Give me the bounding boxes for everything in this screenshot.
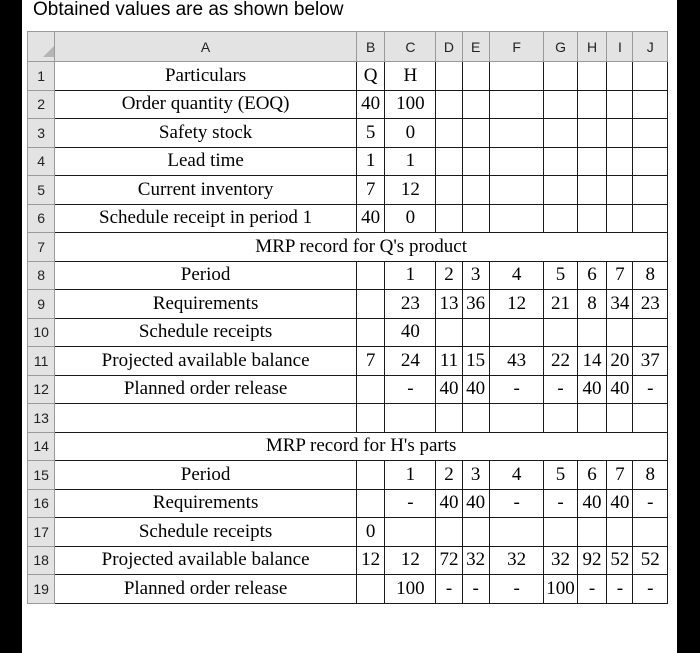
cell-f[interactable]: 4 [489,461,544,490]
cell-g[interactable]: - [544,375,577,404]
cell-d[interactable]: 13 [436,290,462,319]
cell-h[interactable]: 92 [577,546,607,575]
cell-a[interactable]: Order quantity (EOQ) [55,90,357,119]
select-all-corner[interactable] [28,32,55,62]
cell-h[interactable] [577,176,607,205]
cell-j[interactable] [633,62,668,91]
cell-g[interactable]: 100 [544,575,577,604]
cell-c[interactable]: 0 [385,119,436,148]
cell-d[interactable] [436,119,462,148]
cell-f[interactable] [489,176,544,205]
cell-j[interactable] [633,147,668,176]
row-header[interactable]: 11 [28,347,55,376]
cell-e[interactable] [462,147,489,176]
cell-g[interactable] [544,62,577,91]
cell-g[interactable] [544,119,577,148]
cell-c[interactable]: 1 [385,261,436,290]
cell-j[interactable]: 37 [633,347,668,376]
cell-a[interactable]: Projected available balance [55,347,357,376]
cell-d[interactable] [436,518,462,547]
cell-j[interactable]: - [633,375,668,404]
cell-e[interactable]: 15 [462,347,489,376]
cell-a[interactable]: Schedule receipt in period 1 [55,204,357,233]
cell-c[interactable]: H [385,62,436,91]
cell-d[interactable]: 11 [436,347,462,376]
cell-a[interactable]: Period [55,461,357,490]
cell-d[interactable]: 40 [436,375,462,404]
cell-f[interactable] [489,119,544,148]
cell-j[interactable] [633,404,668,433]
column-header-g[interactable]: G [544,32,577,62]
row-header[interactable]: 12 [28,375,55,404]
table-row [28,404,668,433]
section-title-cell[interactable]: MRP record for Q's product [55,233,668,262]
cell-g[interactable]: - [544,489,577,518]
cell-c[interactable]: - [385,375,436,404]
table-row [28,204,668,233]
row-header[interactable]: 19 [28,575,55,604]
cell-i[interactable]: 40 [607,489,633,518]
cell-i[interactable]: 20 [607,347,633,376]
cell-d[interactable]: - [436,575,462,604]
cell-a[interactable]: Period [55,261,357,290]
cell-i[interactable] [607,119,633,148]
cell-f[interactable]: - [489,575,544,604]
column-header-j[interactable]: J [633,32,668,62]
cell-c[interactable]: 0 [385,204,436,233]
cell-h[interactable]: 14 [577,347,607,376]
cell-e[interactable]: 40 [462,489,489,518]
cell-i[interactable]: - [607,575,633,604]
column-header-e[interactable]: E [462,32,489,62]
section-title-cell[interactable]: MRP record for H's parts [55,432,668,461]
cell-f[interactable] [489,518,544,547]
cell-e[interactable]: 3 [462,461,489,490]
column-header-c[interactable]: C [385,32,436,62]
cell-c[interactable] [385,518,436,547]
cell-j[interactable]: 8 [633,261,668,290]
cell-h[interactable] [577,204,607,233]
table-row [28,347,668,376]
cell-e[interactable] [462,518,489,547]
cell-i[interactable] [607,147,633,176]
cell-e[interactable] [462,404,489,433]
cell-h[interactable]: 40 [577,489,607,518]
cell-h[interactable]: - [577,575,607,604]
table-row [28,147,668,176]
table-row [28,461,668,490]
cell-i[interactable] [607,518,633,547]
cell-i[interactable]: 7 [607,261,633,290]
cell-d[interactable] [436,404,462,433]
cell-b[interactable]: 0 [356,518,384,547]
cell-f[interactable]: - [489,375,544,404]
column-header-d[interactable]: D [436,32,462,62]
row-header[interactable]: 18 [28,546,55,575]
cell-e[interactable]: 32 [462,546,489,575]
cell-g[interactable] [544,404,577,433]
cell-c[interactable]: - [385,489,436,518]
cell-c[interactable]: 1 [385,461,436,490]
cell-d[interactable]: 72 [436,546,462,575]
table-row [28,62,668,91]
row-header[interactable]: 3 [28,119,55,148]
cell-h[interactable] [577,147,607,176]
cell-c[interactable] [385,404,436,433]
cell-a[interactable] [55,404,357,433]
cell-j[interactable] [633,204,668,233]
cell-g[interactable] [544,518,577,547]
cell-a[interactable]: Safety stock [55,119,357,148]
cell-e[interactable]: 40 [462,375,489,404]
cell-a[interactable]: Projected available balance [55,546,357,575]
row-header[interactable]: 8 [28,261,55,290]
row-header[interactable]: 5 [28,176,55,205]
row-header[interactable]: 15 [28,461,55,490]
cell-d[interactable] [436,176,462,205]
cell-f[interactable] [489,204,544,233]
cell-h[interactable] [577,119,607,148]
cell-b[interactable]: 40 [356,90,384,119]
cell-f[interactable] [489,90,544,119]
cell-c[interactable]: 100 [385,575,436,604]
cell-c[interactable]: 1 [385,147,436,176]
cell-g[interactable] [544,204,577,233]
table-row [28,489,668,518]
cell-j[interactable]: 23 [633,290,668,319]
cell-c[interactable]: 12 [385,176,436,205]
cell-i[interactable] [607,318,633,347]
column-header-f[interactable]: F [489,32,544,62]
cell-d[interactable]: 2 [436,461,462,490]
cell-j[interactable] [633,518,668,547]
table-row [28,518,668,547]
table-row [28,233,668,262]
cell-a[interactable]: Requirements [55,290,357,319]
cell-h[interactable]: 40 [577,375,607,404]
table-row [28,575,668,604]
cell-b[interactable] [356,489,384,518]
cell-j[interactable]: - [633,575,668,604]
cell-i[interactable] [607,204,633,233]
cell-f[interactable]: 12 [489,290,544,319]
column-header-a[interactable]: A [55,32,357,62]
table-row [28,261,668,290]
cell-h[interactable]: 8 [577,290,607,319]
cell-h[interactable]: 6 [577,461,607,490]
column-header-i[interactable]: I [607,32,633,62]
cell-b[interactable]: 12 [356,546,384,575]
cell-a[interactable]: Particulars [55,62,357,91]
cell-a[interactable]: Schedule receipts [55,318,357,347]
cell-i[interactable]: 34 [607,290,633,319]
row-header[interactable]: 17 [28,518,55,547]
cell-g[interactable] [544,90,577,119]
cell-d[interactable] [436,204,462,233]
cell-h[interactable] [577,62,607,91]
table-row [28,290,668,319]
cell-b[interactable] [356,404,384,433]
table-row [28,432,668,461]
table-row [28,119,668,148]
cell-e[interactable] [462,119,489,148]
cell-b[interactable]: 7 [356,176,384,205]
row-header[interactable]: 1 [28,62,55,91]
cell-d[interactable] [436,318,462,347]
cell-f[interactable] [489,62,544,91]
cell-g[interactable]: 5 [544,461,577,490]
cell-g[interactable] [544,318,577,347]
cell-c[interactable]: 12 [385,546,436,575]
cell-j[interactable]: 52 [633,546,668,575]
cell-j[interactable] [633,90,668,119]
cell-i[interactable] [607,404,633,433]
cell-f[interactable]: - [489,489,544,518]
cell-a[interactable]: Current inventory [55,176,357,205]
cell-i[interactable] [607,62,633,91]
select-all-icon [43,46,54,57]
table-row [28,375,668,404]
cell-f[interactable]: 43 [489,347,544,376]
cell-f[interactable] [489,318,544,347]
row-header[interactable]: 7 [28,233,55,262]
cell-j[interactable]: 8 [633,461,668,490]
cell-h[interactable] [577,518,607,547]
cell-g[interactable] [544,176,577,205]
cell-c[interactable]: 100 [385,90,436,119]
cell-g[interactable] [544,147,577,176]
cell-b[interactable]: 1 [356,147,384,176]
table-row [28,546,668,575]
cell-c[interactable]: 23 [385,290,436,319]
cell-b[interactable] [356,575,384,604]
cell-e[interactable] [462,204,489,233]
cell-h[interactable] [577,318,607,347]
cell-f[interactable]: 32 [489,546,544,575]
cell-a[interactable]: Requirements [55,489,357,518]
cell-e[interactable] [462,90,489,119]
row-header[interactable]: 10 [28,318,55,347]
column-header-row [28,32,668,62]
cell-c[interactable]: 24 [385,347,436,376]
cell-i[interactable]: 40 [607,375,633,404]
cell-b[interactable] [356,318,384,347]
cell-d[interactable]: 40 [436,489,462,518]
cell-h[interactable]: 6 [577,261,607,290]
row-header[interactable]: 4 [28,147,55,176]
cell-e[interactable]: 36 [462,290,489,319]
cell-j[interactable] [633,176,668,205]
cell-e[interactable] [462,318,489,347]
cell-b[interactable] [356,261,384,290]
cell-i[interactable] [607,90,633,119]
cell-a[interactable]: Lead time [55,147,357,176]
table-row [28,176,668,205]
cell-b[interactable]: 5 [356,119,384,148]
cell-d[interactable] [436,62,462,91]
cell-e[interactable]: 3 [462,261,489,290]
document-page [22,0,677,653]
cell-g[interactable]: 22 [544,347,577,376]
cell-g[interactable]: 21 [544,290,577,319]
cell-g[interactable]: 32 [544,546,577,575]
cell-b[interactable] [356,461,384,490]
cell-d[interactable] [436,90,462,119]
table-row [28,318,668,347]
cell-f[interactable] [489,147,544,176]
cell-b[interactable]: 7 [356,347,384,376]
cell-d[interactable]: 2 [436,261,462,290]
row-header[interactable]: 9 [28,290,55,319]
cell-a[interactable]: Planned order release [55,575,357,604]
cell-i[interactable] [607,176,633,205]
cell-a[interactable]: Schedule receipts [55,518,357,547]
row-header[interactable]: 16 [28,489,55,518]
cell-f[interactable] [489,404,544,433]
cell-h[interactable] [577,404,607,433]
cell-b[interactable]: Q [356,62,384,91]
cell-b[interactable] [356,290,384,319]
row-header[interactable]: 14 [28,432,55,461]
cell-d[interactable] [436,147,462,176]
row-header[interactable]: 13 [28,404,55,433]
cell-j[interactable] [633,318,668,347]
cell-b[interactable] [356,375,384,404]
cell-j[interactable] [633,119,668,148]
cell-a[interactable]: Planned order release [55,375,357,404]
cell-f[interactable]: 4 [489,261,544,290]
row-header[interactable]: 6 [28,204,55,233]
column-header-b[interactable]: B [356,32,384,62]
cell-g[interactable]: 5 [544,261,577,290]
cell-i[interactable]: 52 [607,546,633,575]
cell-i[interactable]: 7 [607,461,633,490]
cell-b[interactable]: 40 [356,204,384,233]
cell-e[interactable] [462,176,489,205]
cell-h[interactable] [577,90,607,119]
table-row [28,90,668,119]
row-header[interactable]: 2 [28,90,55,119]
spreadsheet-body [28,32,668,604]
cell-j[interactable]: - [633,489,668,518]
column-header-h[interactable]: H [577,32,607,62]
spreadsheet-table [27,31,668,604]
caption-text: Obtained values are as shown below [33,0,344,20]
cell-e[interactable] [462,62,489,91]
cell-c[interactable]: 40 [385,318,436,347]
cell-e[interactable]: - [462,575,489,604]
